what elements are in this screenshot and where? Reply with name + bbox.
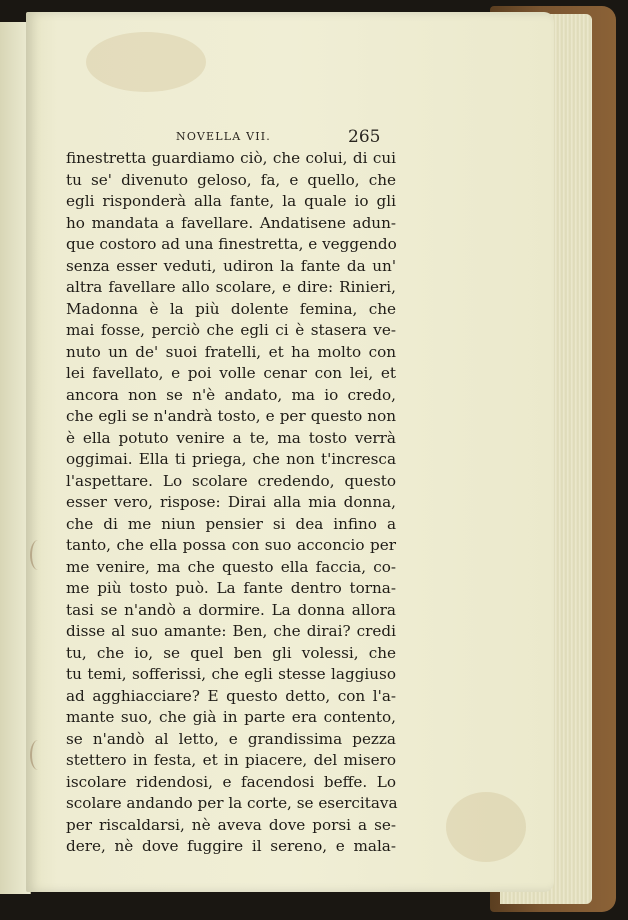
text-line: ho mandata a favellare. Andatisene adun- [66, 213, 396, 232]
text-line: me venire, ma che questo ella faccia, co- [66, 557, 396, 576]
text-line: dere, nè dove fuggire il sereno, e mala- [66, 837, 396, 855]
text-line: stettero in festa, et in piacere, del misero [66, 751, 396, 769]
text-line: se n'andò al letto, e grandissima pezza [66, 729, 396, 748]
text-line: tu temi, sofferissi, che egli stesse laggiuso [66, 665, 396, 683]
text-line: tu se' divenuto geloso, fa, e quello, che [66, 170, 396, 189]
text-line: tanto, che ella possa con suo acconcio per [66, 536, 396, 554]
text-line: esser vero, rispose: Dirai alla mia donna, [66, 493, 396, 511]
body-text [66, 148, 396, 858]
text-line: egli risponderà alla fante, la quale io gli [66, 192, 396, 210]
text-line: nuto un de' suoi fratelli, et ha molto con [66, 342, 396, 361]
text-line: che egli se n'andrà tosto, e per questo non [66, 407, 396, 425]
text-line: mante suo, che già in parte era contento, [66, 708, 396, 726]
text-line: Madonna è la più dolente femina, che [66, 299, 396, 318]
binding-thread [30, 540, 46, 570]
text-line: è ella potuto venire a te, ma tosto verrà [66, 428, 396, 447]
text-line: tasi se n'andò a dormire. La donna allora [66, 600, 396, 619]
text-line: scolare andando per la corte, se esercitava [66, 794, 398, 812]
text-line: iscolare ridendosi, e facendosi beffe. Lo [66, 772, 396, 791]
text-line: l'aspettare. Lo scolare credendo, questo [66, 471, 396, 490]
paper-stain [86, 32, 206, 92]
running-head: NOVELLA VII. [176, 130, 272, 143]
text-line: finestretta guardiamo ciò, che colui, di cui [66, 149, 396, 167]
text-line: oggimai. Ella ti priega, che non t'incresca [66, 450, 396, 468]
text-line: que costoro ad una finestretta, e veggendo [66, 235, 397, 253]
text-line: lei favellato, e poi volle cenar con lei, et [66, 364, 396, 382]
text-line: altra favellare allo scolare, e dire: Rinieri, [66, 278, 396, 296]
text-line: disse al suo amante: Ben, che dirai? credi [66, 622, 396, 640]
text-line: ad agghiacciare? E questo detto, con l'a- [66, 686, 396, 705]
text-line: che di me niun pensier si dea infino a [66, 514, 396, 533]
page-number: 265 [348, 127, 381, 147]
text-line: tu, che io, se quel ben gli volessi, che [66, 643, 396, 662]
text-line: senza esser veduti, udiron la fante da un' [66, 256, 396, 275]
text-line: mai fosse, perciò che egli ci è stasera ve- [66, 321, 396, 339]
binding-thread [30, 740, 46, 770]
paper-stain [446, 792, 526, 862]
text-line: ancora non se n'è andato, ma io credo, [66, 385, 396, 404]
text-line: me più tosto può. La fante dentro torna- [66, 579, 396, 597]
text-line: per riscaldarsi, nè aveva dove porsi a se- [66, 815, 396, 834]
